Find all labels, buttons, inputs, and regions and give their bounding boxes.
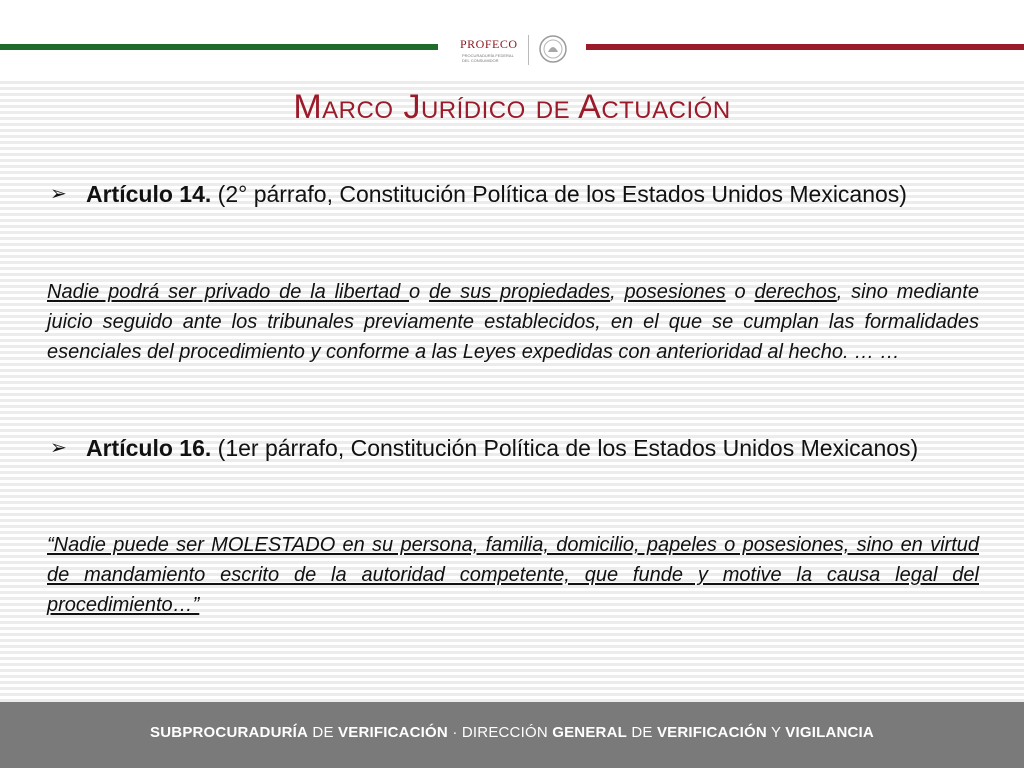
article-16-quote <box>47 530 979 620</box>
article-14-heading <box>86 178 986 210</box>
quote-segment: Nadie podrá ser privado de la libertad <box>47 281 410 303</box>
logo-text: PROFECO <box>460 37 518 51</box>
footer-part: Y <box>766 724 786 741</box>
article-14-label: Artículo 14. <box>86 181 212 207</box>
logo-subtitle: PROCURADURÍA FEDERAL DEL CONSUMIDOR <box>462 53 514 63</box>
quote-segment: o <box>409 281 430 303</box>
article-14-source: (2° párrafo, Constitución Política de los Estados Unidos Mexicanos) <box>211 181 907 207</box>
quote-segment: posesiones <box>624 281 726 303</box>
footer-part: VERIFICACIÓN <box>338 724 448 741</box>
quote-segment: de sus propiedades <box>429 281 611 303</box>
article-16-label: Artículo 16. <box>86 435 212 461</box>
quote-segment: , sino mediante juicio seguido ante los tribunales previamente establecidos, en el que se cumplan las formalidades esenciales del procedimiento y conforme a las Leyes expedidas con anterioridad al hecho. … … <box>47 281 979 363</box>
quote-segment: derechos <box>754 281 837 303</box>
red-rule <box>586 44 1024 50</box>
arrow-bullet-icon: ➢ <box>50 437 67 459</box>
footer-bar <box>0 702 1024 768</box>
footer-part: VIGILANCIA <box>785 724 874 741</box>
article-16-source: (1er párrafo, Constitución Política de los Estados Unidos Mexicanos) <box>211 435 919 461</box>
article-14-quote <box>47 277 979 367</box>
footer-part: DE <box>626 724 657 741</box>
green-rule <box>0 44 438 50</box>
logo-divider <box>528 35 529 65</box>
profeco-logo <box>460 33 580 69</box>
arrow-bullet-icon: ➢ <box>50 183 67 205</box>
page-title: Marco Jurídico de Actuación <box>293 88 731 126</box>
footer-part: · DIRECCIÓN <box>447 724 553 741</box>
quote-segment: , <box>610 281 625 303</box>
quote-segment: o <box>725 281 755 303</box>
footer-part: VERIFICACIÓN <box>656 724 767 741</box>
footer-part: DE <box>308 724 339 741</box>
footer-text <box>0 724 1024 741</box>
national-seal-icon <box>538 34 568 64</box>
header-bar <box>0 0 1024 80</box>
article-16-heading <box>86 432 986 464</box>
quote-segment: “Nadie puede ser MOLESTADO en su persona, familia, domicilio, papeles o posesiones, sino en virtud de mandamiento escrito de la autoridad competente, que funde y motive la causa legal del procedimiento…” <box>47 534 979 616</box>
footer-part: GENERAL <box>552 724 627 741</box>
footer-part: SUBPROCURADURÍA <box>150 724 309 741</box>
